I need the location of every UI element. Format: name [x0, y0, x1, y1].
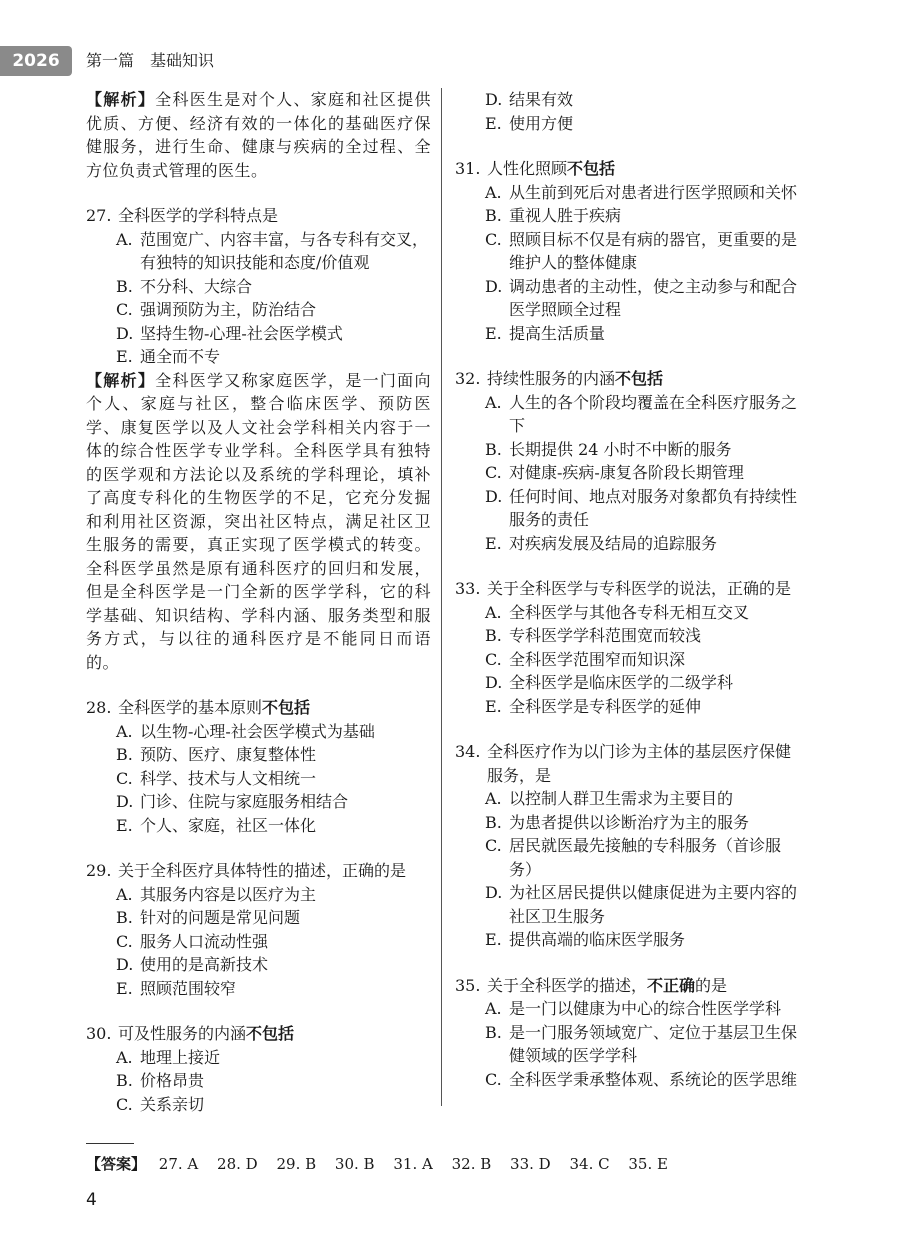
- question-text: 全科医疗作为以门诊为主体的基层医疗保健服务，是: [487, 742, 792, 785]
- option: [455, 811, 805, 835]
- option: [86, 1093, 431, 1117]
- option: [455, 181, 805, 205]
- explanation-text: 全科医学又称家庭医学，是一门面向个人、家庭与社区，整合临床医学、预防医学、康复医学以及人文社会学科相关内容于一体的综合性医学专业学科。全科医学具有独特的医学观和方法论以及系统的学科理论，填补了高度专科化的生物医学的不足，它充分发掘和利用社区资源，突出社区特点，满足社区卫生服务的需要，真正实现了医学模式的转变。全科医学虽然是原有通科医疗的回归和发展，但是全科医学是一门全新的医学学科，它的科学基础、知识结构、学科内涵、服务类型和服务方式，与以往的通科医疗是不能同日而语的。: [86, 370, 431, 672]
- option: [86, 298, 431, 322]
- option-text: 居民就医最先接触的专科服务（首诊服务）: [509, 836, 782, 879]
- option-text: 全科医学是临床医学的二级学科: [509, 673, 734, 692]
- option-text: 强调预防为主，防治结合: [140, 300, 317, 319]
- question-number: 33.: [455, 579, 481, 598]
- option-letter: D.: [485, 276, 503, 296]
- question-emphasis: 不包括: [246, 1024, 295, 1043]
- left-column: [86, 88, 431, 1138]
- question-stem: [455, 577, 805, 601]
- option: [86, 322, 431, 346]
- question-27: [86, 204, 431, 369]
- option-letter: E.: [116, 347, 133, 366]
- question-stem: [455, 740, 805, 787]
- option-letter: B.: [116, 745, 133, 764]
- option-text: 个人、家庭，社区一体化: [140, 815, 317, 835]
- option-letter: C.: [485, 1069, 502, 1089]
- question-text: 人性化照顾: [487, 159, 568, 178]
- option: [455, 322, 805, 346]
- option: [86, 977, 431, 1001]
- answer-item: 31. A: [393, 1155, 433, 1173]
- option: [455, 997, 805, 1021]
- question-text: 持续性服务的内涵: [487, 369, 616, 388]
- option: [455, 391, 805, 438]
- option: [455, 532, 805, 556]
- option-letter: D.: [116, 323, 134, 343]
- answer-item: 27. A: [158, 1155, 199, 1173]
- question-stem: [86, 204, 431, 228]
- question-number: 30.: [86, 1024, 112, 1043]
- option: [455, 787, 805, 811]
- option-letter: A.: [116, 229, 133, 249]
- option-text: 坚持生物-心理-社会医学模式: [140, 323, 343, 343]
- option-text: 结果有效: [509, 90, 574, 109]
- question-text: 关于全科医学的描述，: [487, 975, 648, 995]
- option-letter: B.: [485, 1022, 502, 1042]
- option-letter: E.: [116, 815, 133, 835]
- option: [86, 720, 431, 744]
- question-number: 34.: [455, 742, 481, 761]
- option: [455, 928, 805, 952]
- option: [86, 883, 431, 907]
- option-letter: A.: [116, 721, 133, 741]
- option: [86, 228, 431, 275]
- option: [455, 1068, 805, 1092]
- option-letter: B.: [485, 206, 502, 225]
- option-text: 照顾目标不仅是有病的器官，更重要的是维护人的整体健康: [509, 229, 798, 272]
- question-32: [455, 367, 805, 555]
- option: [86, 743, 431, 767]
- question-35: [455, 974, 805, 1092]
- question-number: 27.: [86, 206, 112, 225]
- option-letter: E.: [116, 978, 133, 998]
- option-letter: D.: [485, 883, 503, 902]
- option: [455, 834, 805, 881]
- answer-item: 33. D: [510, 1155, 551, 1173]
- page-header: [0, 46, 900, 76]
- answer-item: 28. D: [217, 1155, 258, 1173]
- section-title: 第一篇 基础知识: [86, 51, 215, 70]
- option-text: 不分科、大综合: [140, 276, 253, 296]
- option-text: 专科医学学科范围宽而较浅: [509, 626, 702, 645]
- explanation-label: 【解析】: [86, 370, 156, 390]
- option-text: 范围宽广、内容丰富，与各专科有交叉，有独特的知识技能和态度/价值观: [140, 229, 429, 272]
- question-29: [86, 859, 431, 1000]
- option-letter: A.: [485, 999, 502, 1018]
- option-text: 使用的是高新技术: [140, 955, 269, 974]
- question-text-tail: 的是: [695, 975, 728, 995]
- option-letter: D.: [116, 792, 134, 811]
- option-letter: A.: [116, 1047, 133, 1067]
- question-text: 关于全科医学与专科医学的说法，正确的是: [487, 579, 792, 598]
- question-number: 35.: [455, 975, 481, 995]
- option: [86, 906, 431, 930]
- answer-item: 32. B: [451, 1155, 492, 1173]
- question-text: 全科医学的基本原则: [118, 698, 263, 717]
- option-letter: E.: [485, 113, 502, 133]
- question-emphasis: 不正确: [647, 975, 696, 995]
- question-emphasis: 不包括: [262, 698, 311, 717]
- question-number: 31.: [455, 159, 481, 178]
- option-text: 人生的各个阶段均覆盖在全科医疗服务之下: [509, 392, 798, 435]
- option-text: 照顾范围较窄: [140, 978, 237, 998]
- question-text: 全科医学的学科特点是: [118, 206, 279, 225]
- question-stem: [86, 859, 431, 883]
- column-divider: [441, 88, 442, 1106]
- option: [455, 485, 805, 532]
- answer-item: 34. C: [569, 1155, 610, 1173]
- option: [455, 601, 805, 625]
- option-letter: A.: [485, 789, 502, 808]
- question-number: 28.: [86, 698, 112, 717]
- option-letter: C.: [116, 768, 133, 788]
- option-text: 关系亲切: [140, 1094, 205, 1114]
- option: [86, 1069, 431, 1093]
- option-text: 针对的问题是常见问题: [140, 908, 301, 927]
- option: [455, 438, 805, 462]
- question-number: 32.: [455, 369, 481, 388]
- right-column: [455, 88, 805, 1113]
- option-text: 通全而不专: [140, 347, 221, 366]
- option: [455, 275, 805, 322]
- option-letter: C.: [485, 463, 502, 482]
- option-letter: A.: [485, 182, 502, 202]
- option: [455, 881, 805, 928]
- question-stem: [455, 974, 805, 998]
- option: [455, 112, 805, 136]
- option-letter: C.: [485, 836, 502, 855]
- option-text: 预防、医疗、康复整体性: [140, 745, 317, 764]
- option: [455, 461, 805, 485]
- option: [455, 648, 805, 672]
- option-letter: B.: [116, 276, 133, 296]
- option-text: 全科医学范围窄而知识深: [509, 649, 686, 669]
- option-letter: A.: [485, 602, 502, 622]
- option: [86, 930, 431, 954]
- question-34: [455, 740, 805, 952]
- option: [86, 814, 431, 838]
- option-letter: B.: [485, 626, 502, 645]
- option: [455, 1021, 805, 1068]
- option-letter: C.: [485, 229, 502, 249]
- option: [86, 345, 431, 369]
- option-text: 提供高端的临床医学服务: [509, 930, 686, 949]
- option-text: 是一门以健康为中心的综合性医学学科: [509, 999, 782, 1018]
- option-text: 从生前到死后对患者进行医学照顾和关怀: [509, 182, 798, 202]
- question-emphasis: 不包括: [615, 369, 664, 388]
- option: [455, 228, 805, 275]
- option-letter: A.: [485, 392, 502, 412]
- option-text: 服务人口流动性强: [140, 931, 269, 951]
- option: [455, 88, 805, 112]
- option: [86, 953, 431, 977]
- page-number: 4: [86, 1190, 97, 1210]
- explanation-27: [86, 369, 431, 675]
- question-stem: [455, 157, 805, 181]
- answer-item: 29. B: [276, 1155, 317, 1173]
- question-33: [455, 577, 805, 718]
- question-number: 29.: [86, 861, 112, 880]
- option: [455, 204, 805, 228]
- option-letter: E.: [485, 696, 502, 716]
- explanation-text: 全科医生是对个人、家庭和社区提供优质、方便、经济有效的一体化的基础医疗保健服务，进行生命、健康与疾病的全过程、全方位负责式管理的医生。: [86, 90, 431, 180]
- answer-item: 30. B: [334, 1155, 375, 1173]
- option-letter: E.: [485, 323, 502, 343]
- option-text: 以控制人群卫生需求为主要目的: [509, 789, 734, 808]
- option-letter: B.: [116, 1071, 133, 1090]
- option-text: 全科医学秉承整体观、系统论的医学思维: [509, 1069, 798, 1089]
- answer-label: 【答案】: [86, 1155, 147, 1173]
- option-letter: D.: [485, 90, 503, 109]
- option-text: 为患者提供以诊断治疗为主的服务: [509, 812, 750, 832]
- question-emphasis: 不包括: [567, 159, 616, 178]
- option-letter: A.: [116, 884, 133, 904]
- option: [86, 790, 431, 814]
- option-letter: D.: [116, 955, 134, 974]
- option: [455, 695, 805, 719]
- option-text: 科学、技术与人文相统一: [140, 768, 317, 788]
- option-letter: E.: [485, 930, 502, 949]
- question-30-continued: [455, 88, 805, 135]
- answer-item: 35. E: [628, 1155, 668, 1173]
- option-letter: C.: [116, 931, 133, 951]
- year-badge: 2026: [0, 46, 72, 76]
- question-31: [455, 157, 805, 345]
- option-text: 价格昂贵: [140, 1071, 205, 1090]
- option-text: 地理上接近: [140, 1047, 221, 1067]
- option-letter: B.: [485, 812, 502, 832]
- option-letter: B.: [116, 908, 133, 927]
- option-text: 对疾病发展及结局的追踪服务: [509, 533, 718, 553]
- question-28: [86, 696, 431, 837]
- option-text: 长期提供 24 小时不中断的服务: [509, 439, 732, 459]
- option-text: 调动患者的主动性，使之主动参与和配合医学照顾全过程: [509, 276, 798, 319]
- option-text: 全科医学与其他各专科无相互交叉: [509, 602, 750, 622]
- option-letter: D.: [485, 673, 503, 692]
- question-stem: [86, 1022, 431, 1046]
- answer-divider: [86, 1143, 134, 1144]
- question-stem: [455, 367, 805, 391]
- option-letter: D.: [485, 486, 503, 506]
- option-letter: C.: [485, 649, 502, 669]
- option-text: 重视人胜于疾病: [509, 206, 622, 225]
- option-text: 全科医学是专科医学的延伸: [509, 696, 702, 716]
- option-text: 其服务内容是以医疗为主: [140, 884, 317, 904]
- option-letter: B.: [485, 439, 502, 459]
- option: [86, 767, 431, 791]
- explanation-26: [86, 88, 431, 182]
- answer-key: [86, 1153, 682, 1175]
- option: [455, 624, 805, 648]
- option: [455, 671, 805, 695]
- option-text: 使用方便: [509, 113, 574, 133]
- option-text: 以生物-心理-社会医学模式为基础: [140, 721, 375, 741]
- question-text: 可及性服务的内涵: [118, 1024, 247, 1043]
- option-letter: E.: [485, 533, 502, 553]
- option: [86, 275, 431, 299]
- option-text: 门诊、住院与家庭服务相结合: [140, 792, 349, 811]
- question-30: [86, 1022, 431, 1116]
- option-text: 为社区居民提供以健康促进为主要内容的社区卫生服务: [509, 883, 798, 926]
- option-letter: C.: [116, 1094, 133, 1114]
- question-stem: [86, 696, 431, 720]
- option-text: 任何时间、地点对服务对象都负有持续性服务的责任: [509, 486, 798, 529]
- option-text: 对健康-疾病-康复各阶段长期管理: [509, 463, 744, 482]
- option-text: 是一门服务领域宽广、定位于基层卫生保健领域的医学学科: [509, 1022, 798, 1065]
- question-text: 关于全科医疗具体特性的描述，正确的是: [118, 861, 407, 880]
- option-text: 提高生活质量: [509, 323, 606, 343]
- option-letter: C.: [116, 300, 133, 319]
- option: [86, 1046, 431, 1070]
- explanation-label: 【解析】: [86, 90, 156, 109]
